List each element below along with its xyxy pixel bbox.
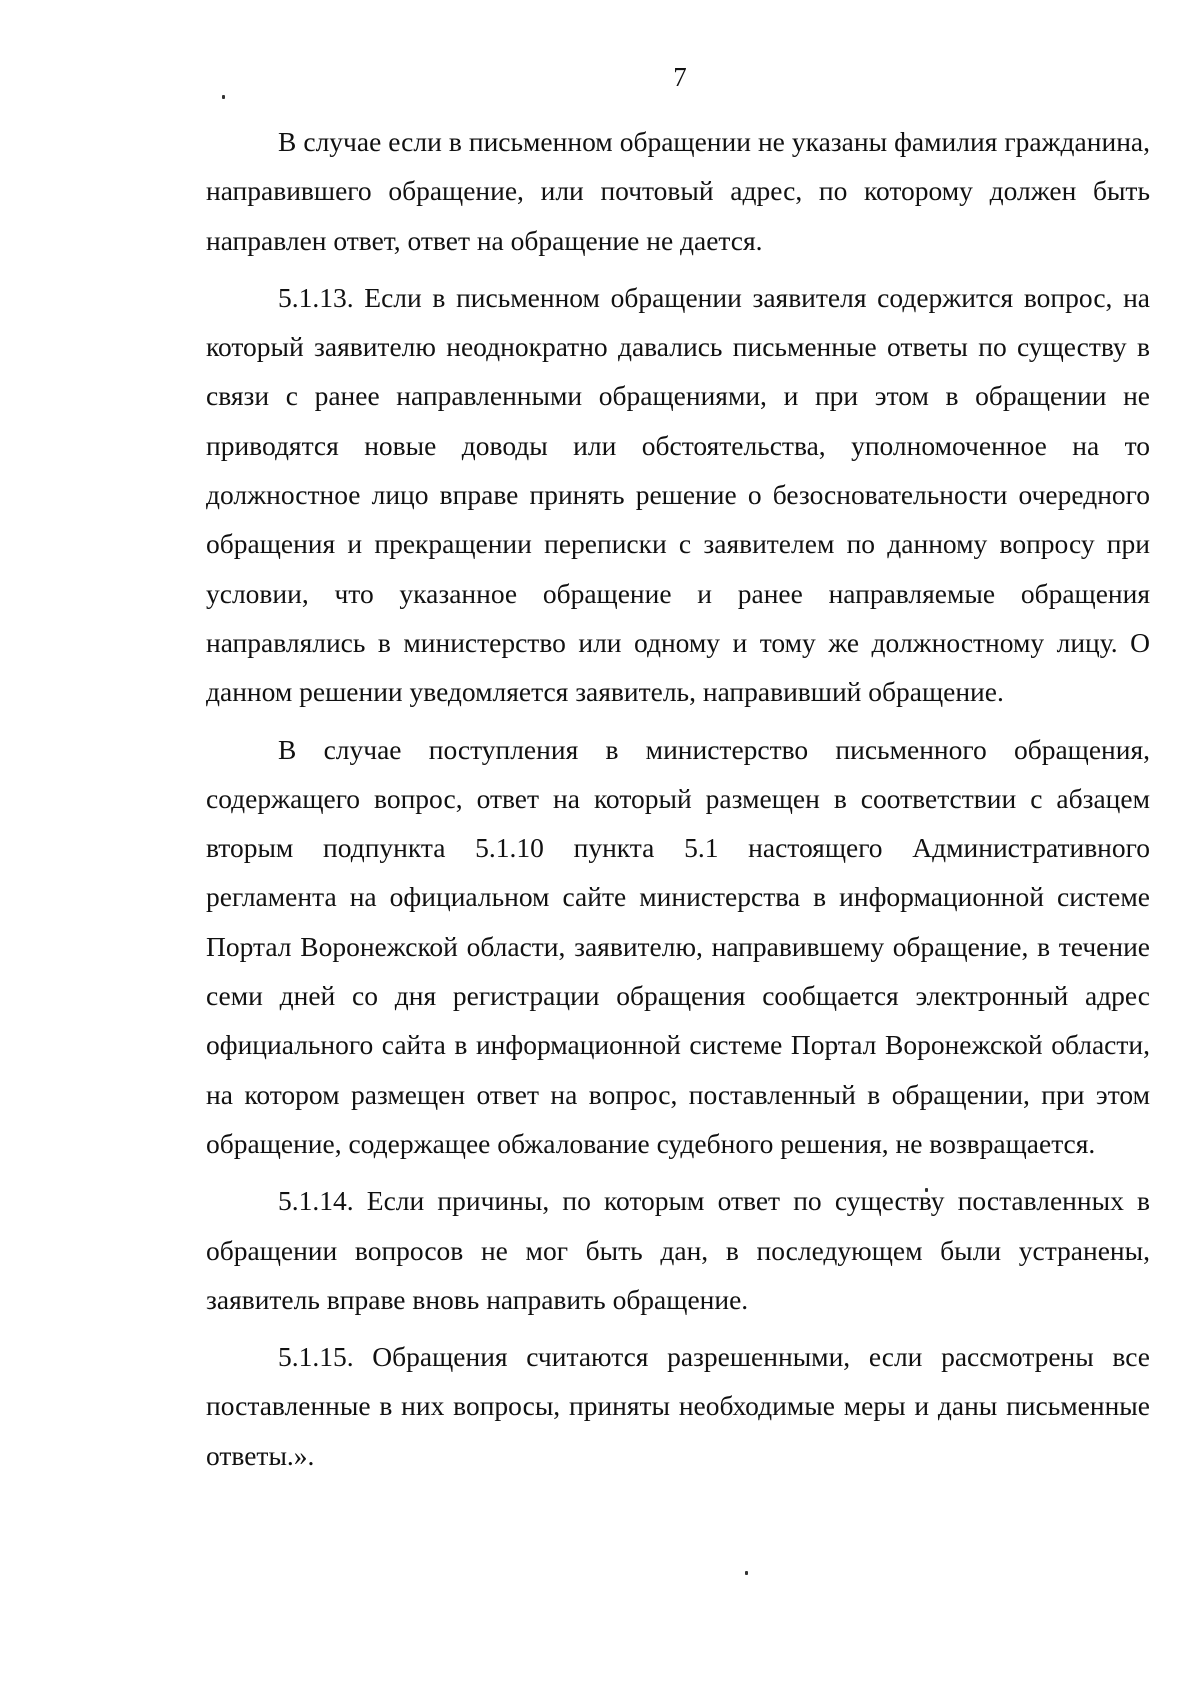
paragraph-5-1-14: 5.1.14. Если причины, по которым ответ по существу поставленных в обращении вопросов не мог быть дан, в последующем были устранены, заявитель вправе вновь направить обращение. xyxy=(206,1185,1150,1315)
document-body xyxy=(206,117,1150,1480)
paragraph-5-1-13: 5.1.13. Если в письменном обращении заявителя содержится вопрос, на который заявителю неоднократно давались письменные ответы по существу в связи с ранее направленными обращениями, и при этом в обращении не приводятся новые доводы или обстоятельства, уполномоченное на то должностное лицо вправе принять решение о безосновательности очередного обращения и прекращении переписки с заявителем по данному вопросу при условии, что указанное обращение и ранее направляемые обращения направлялись в министерство или одному и тому же должностному лицу. О данном решении уведомляется заявитель, направивший обращение. xyxy=(206,281,1150,708)
page-number: 7 xyxy=(673,62,687,92)
paragraph-missing-name: В случае если в письменном обращении не указаны фамилия гражданина, направившего обращение, или почтовый адрес, по которому должен быть направлен ответ, ответ на обращение не дается. xyxy=(206,126,1150,256)
paragraph-5-1-15: 5.1.15. Обращения считаются разрешенными, если рассмотрены все поставленные в них вопросы, приняты необходимые меры и даны письменные ответы.». xyxy=(206,1341,1150,1471)
scan-speck xyxy=(745,1571,748,1575)
paragraph-published-answer: В случае поступления в министерство письменного обращения, содержащего вопрос, ответ на который размещен в соответствии с абзацем вторым подпункта 5.1.10 пункта 5.1 настоящего Административного регламента на официальном сайте министерства в информационной системе Портал Воронежской области, заявителю, направившему обращение, в течение семи дней со дня регистрации обращения сообщается электронный адрес официального сайта в информационной системе Портал Воронежской области, на котором размещен ответ на вопрос, поставленный в обращении, при этом обращение, содержащее обжалование судебного решения, не возвращается. xyxy=(206,733,1150,1159)
scan-speck xyxy=(222,95,225,99)
